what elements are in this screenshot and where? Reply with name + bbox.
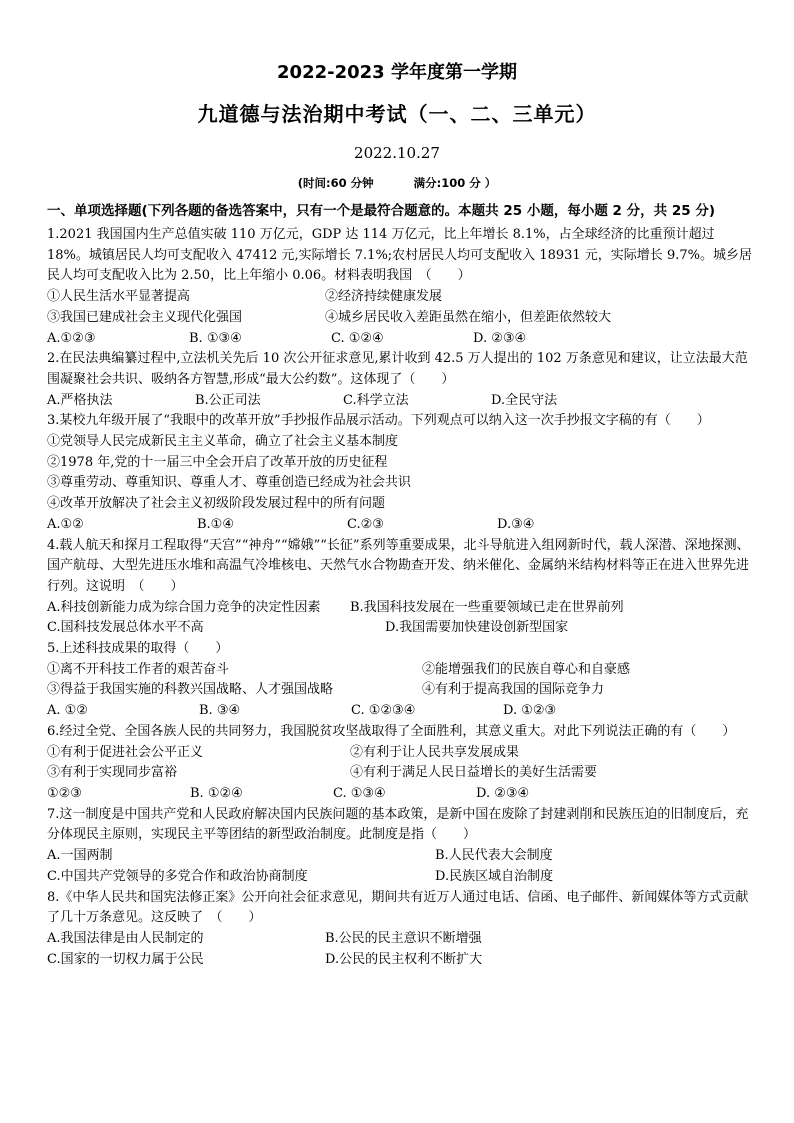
statement: ①人民生活水平显著提高: [47, 289, 191, 305]
question-8-stem: 8.《中华人民共和国宪法修正案》公开向社会征求意见，期间共有近万人通过电话、信函、电子邮件、新闻媒体等方式贡献了几十万条意见。这反映了 （ ）: [47, 889, 749, 926]
option: B. ①③④: [189, 330, 242, 346]
option: B. ①②④: [190, 785, 243, 801]
question-6-statements-row2: [47, 763, 757, 784]
option: A.科技创新能力成为综合国力竞争的决定性因素: [47, 599, 321, 615]
question-6-statements-row1: [47, 743, 757, 764]
option: C. ①③④: [333, 785, 386, 801]
question-2-stem: 2.在民法典编纂过程中,立法机关先后 10 次公开征求意见,累计收到 42.5 万人提出的 102 万条意见和建议，让立法最大范围凝聚社会共识、吸纳各方智慧,形成“最大公约数”。这体现了（ ）: [47, 351, 748, 387]
option: C.国科技发展总体水平不高: [47, 620, 204, 636]
option: D. ②③④: [476, 785, 530, 801]
question-3-options: [47, 515, 757, 536]
exam-content: [47, 200, 757, 970]
option: D.民族区域自治制度: [435, 868, 554, 884]
statement: ②1978 年,党的十一届三中全会开启了改革开放的历史征程: [47, 454, 388, 470]
question-5-statements-row2: [47, 680, 757, 701]
option: A.一国两制: [47, 848, 113, 864]
question-4-stem: 4.载人航天和探月工程取得“天宫”“神舟”“嫦娥”“长征”系列等重要成果，北斗导航进入组网新时代，载人深潜、深地探测、国产航母、大型先进压水堆和高温气冷堆核电、天然气水合物勘查开发、纳米催化、金属纳米结构材料等正在进入世界先进行列。这说明 （ ）: [47, 537, 750, 594]
option: B.①④: [197, 516, 234, 532]
statement: ③尊重劳动、尊重知识、尊重人才、尊重创造已经成为社会共识: [47, 475, 412, 491]
exam-year-title: 2022-2023 学年度第一学期: [277, 62, 517, 83]
question-5-statements-row1: [47, 660, 757, 681]
option: C.中国共产党领导的多党合作和政治协商制度: [47, 868, 308, 884]
exam-subject-title: 九道德与法治期中考试（一、二、三单元）: [197, 102, 597, 126]
option: C.科学立法: [343, 392, 409, 408]
option: B. ③④: [199, 703, 241, 719]
question-5-options: [47, 701, 757, 722]
question-1-statements-row2: [47, 308, 757, 329]
option: B.公民的民主意识不断增强: [325, 930, 482, 946]
statement: ①有利于促进社会公平正义: [47, 744, 204, 760]
statement: ④有利于提高我国的国际竞争力: [422, 682, 605, 698]
option: D.公民的民主权利不断扩大: [325, 951, 483, 967]
option: A.我国法律是由人民制定的: [47, 930, 204, 946]
statement: ①党领导人民完成新民主主义革命，确立了社会主义基本制度: [47, 434, 399, 450]
section-heading: 一、单项选择题(下列各题的备选答案中，只有一个是最符合题意的。本题共 25 小题，每小题 2 分，共 25 分): [47, 203, 716, 219]
statement: ①离不开科技工作者的艰苦奋斗: [47, 661, 230, 677]
option: D.全民守法: [491, 392, 558, 408]
option: A.①②③: [47, 330, 96, 346]
question-1-statements-row1: [47, 287, 757, 308]
question-2-options: [47, 391, 757, 412]
question-8-options-row1: [47, 929, 757, 950]
statement: ④改革开放解决了社会主义初级阶段发展过程中的所有问题: [47, 496, 386, 512]
option: D.③④: [497, 516, 535, 532]
statement: ③有利于实现同步富裕: [47, 765, 178, 781]
question-3-stem: 3.某校九年级开展了“我眼中的改革开放”手抄报作品展示活动。下列观点可以纳入这一次手抄报文字稿的有（ ）: [47, 413, 710, 429]
exam-meta: [0, 175, 794, 191]
option: D.我国需要加快建设创新型国家: [385, 620, 569, 636]
statement: ③得益于我国实施的科教兴国战略、人才强国战略: [47, 682, 334, 698]
statement: ②有利于让人民共享发展成果: [350, 744, 520, 760]
statement: ②经济持续健康发展: [325, 289, 443, 305]
option: B.人民代表大会制度: [435, 848, 553, 864]
question-4-options-row1: [47, 598, 757, 619]
option: A. ①②: [47, 703, 88, 719]
question-1-options: [47, 329, 757, 350]
statement: ④城乡居民收入差距虽然在缩小，但差距依然较大: [325, 309, 612, 325]
question-6-options: [47, 784, 757, 805]
option: C.国家的一切权力属于公民: [47, 951, 204, 967]
question-6-stem: 6.经过全党、全国各族人民的共同努力，我国脱贫攻坚战取得了全面胜利，其意义重大。对此下列说法正确的有（ ）: [47, 723, 736, 739]
exam-score: 满分:100 分 ）: [413, 176, 497, 190]
question-7-stem: 7.这一制度是中国共产党和人民政府解决国内民族问题的基本政策，是新中国在废除了封建剥削和民族压迫的旧制度后，充分体现民主原则，实现民主平等团结的新型政治制度。此制度是指（ ）: [47, 806, 749, 843]
option: A.严格执法: [47, 392, 113, 408]
option: B.公正司法: [195, 392, 261, 408]
option: D. ②③④: [473, 330, 527, 346]
statement: ④有利于满足人民日益增长的美好生活需要: [350, 765, 598, 781]
question-4-options-row2: [47, 618, 757, 639]
statement: ③我国已建成社会主义现代化强国: [47, 309, 243, 325]
question-1-stem: 1.2021 我国国内生产总值实破 110 万亿元，GDP 达 114 万亿元，比上年增长 8.1%，占全球经济的比重预计超过 18%。城镇居民人均可支配收入 47412 元,实际增长 7.1%;农村居民人均可支配收入 18931 元，实际增长 9.7%。城乡居民人均可支配收入比为 2.50，比上年缩小 0.06。材料表明我国 （ ）: [47, 227, 752, 284]
option: A.①②: [47, 516, 84, 532]
statement: ②能增强我们的民族自尊心和自豪感: [422, 661, 631, 677]
option: C. ①②③④: [351, 703, 416, 719]
question-7-options-row2: [47, 867, 757, 888]
question-8-options-row2: [47, 950, 757, 971]
exam-date: 2022.10.27: [354, 144, 440, 162]
option: B.我国科技发展在一些重要领域已走在世界前列: [350, 599, 624, 615]
exam-time: (时间:60 分钟: [297, 176, 374, 190]
option: D. ①②③: [503, 703, 557, 719]
option: C. ①②④: [331, 330, 384, 346]
question-5-stem: 5.上述科技成果的取得（ ）: [47, 641, 229, 657]
question-7-options-row1: [47, 846, 757, 867]
option: C.②③: [347, 516, 384, 532]
option: ①②③: [47, 785, 82, 801]
